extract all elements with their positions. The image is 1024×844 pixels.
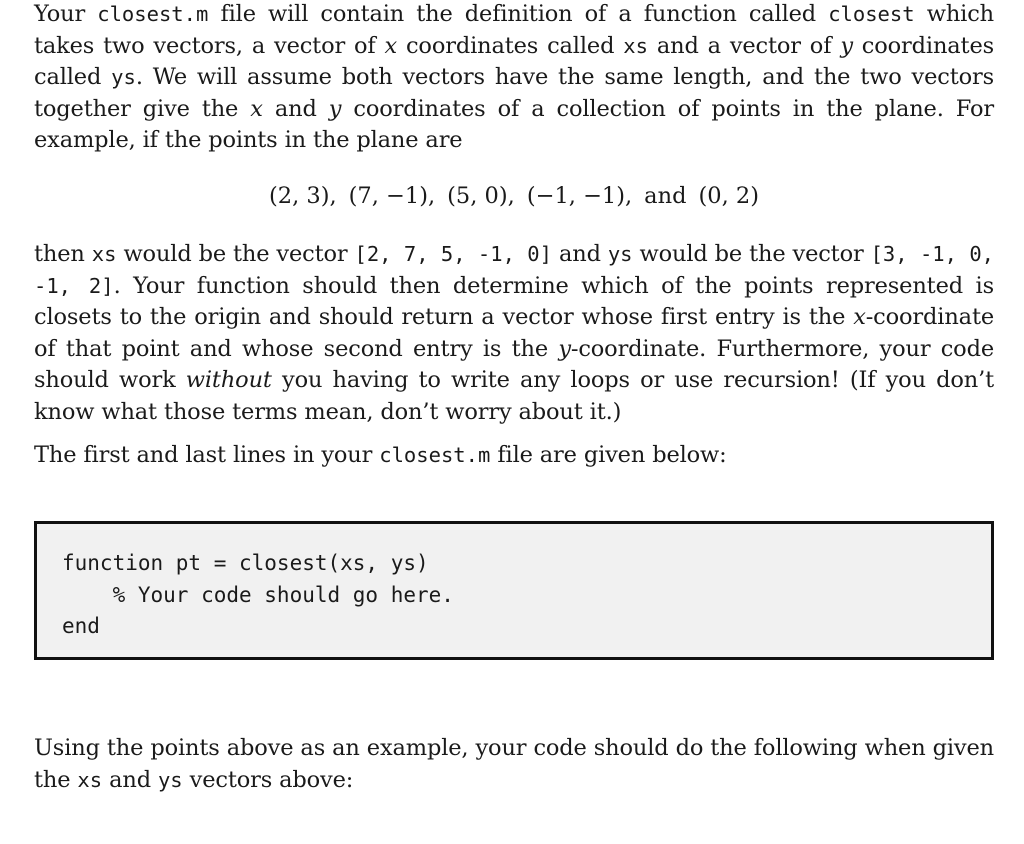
text: coordinates of a collection of points in the plane. For example, if the points in the plane are (34, 95, 994, 153)
inline-code-ys: ys (111, 65, 136, 89)
text: Using the points above as an example, your code should do the following when given the (34, 735, 994, 793)
math-y: y (328, 95, 342, 122)
code-listing (62, 548, 454, 643)
text: then (34, 241, 92, 267)
math-y: y (840, 32, 853, 59)
inline-code-xs-vector: [2, 7, 5, -1, 0] (354, 242, 552, 266)
point-1: (2, 3), (269, 183, 337, 209)
code-line-3: end (62, 614, 100, 638)
text: would be the vector (116, 241, 355, 267)
text: coordinates called (34, 32, 995, 90)
inline-code-xs: xs (77, 767, 103, 792)
inline-code-xs: xs (623, 33, 648, 58)
inline-code-ys: ys (607, 242, 633, 266)
text: vectors above: (182, 766, 354, 793)
point-3: (5, 0), (447, 183, 515, 209)
math-x: x (384, 32, 398, 59)
first-last-lines-paragraph (34, 440, 994, 472)
text: would be the vector (632, 241, 871, 267)
example-paragraph (34, 733, 994, 796)
code-block (34, 521, 994, 660)
inline-code-filename: closest.m (97, 2, 209, 26)
inline-code-function-name: closest (828, 2, 915, 26)
text: file will contain the definition of a function called (208, 1, 829, 27)
intro-paragraph (34, 0, 994, 157)
inline-code-ys-vector: [3, -1, 0, -1, 2] (34, 242, 994, 298)
math-x: x (853, 304, 866, 330)
inline-code-filename: closest.m (379, 443, 491, 467)
and-word: and (644, 183, 687, 209)
text: The first and last lines in your (34, 442, 380, 468)
text: -coordinate. Furthermore, your code should work (34, 335, 994, 393)
text: and (262, 95, 329, 122)
text: which takes two vectors, a vector of (34, 1, 995, 59)
text: . Your function should then determine which of the points represented is closets to the origin and should return a vector whose first entry is the (34, 272, 994, 330)
text: you having to write any loops or use recursion! (If you don’t know what those terms mean, don’t worry about it.) (34, 367, 994, 425)
inline-code-xs: xs (91, 242, 117, 266)
text: and (102, 766, 158, 793)
text: -coordinate of that point and whose second entry is the (34, 304, 994, 362)
point-5: (0, 2) (698, 183, 759, 209)
math-x: x (250, 95, 263, 122)
text: coordinates called (397, 32, 624, 59)
emphasis-without: without (185, 367, 272, 393)
code-line-1: function pt = closest(xs, ys) (62, 551, 429, 575)
explanation-paragraph (34, 239, 994, 428)
text: and a vector of (647, 32, 841, 59)
text: Your (34, 1, 98, 27)
point-2: (7, −1), (348, 183, 436, 209)
text: and (551, 241, 608, 267)
code-line-2: % Your code should go here. (62, 582, 454, 607)
text: . We will assume both vectors have the same length, and the two vectors together give the (34, 64, 994, 122)
point-4: (−1, −1), (526, 183, 633, 209)
math-y: y (558, 335, 571, 362)
text: file are given below: (490, 442, 727, 468)
inline-code-ys: ys (157, 767, 183, 792)
display-math-points (34, 181, 994, 213)
